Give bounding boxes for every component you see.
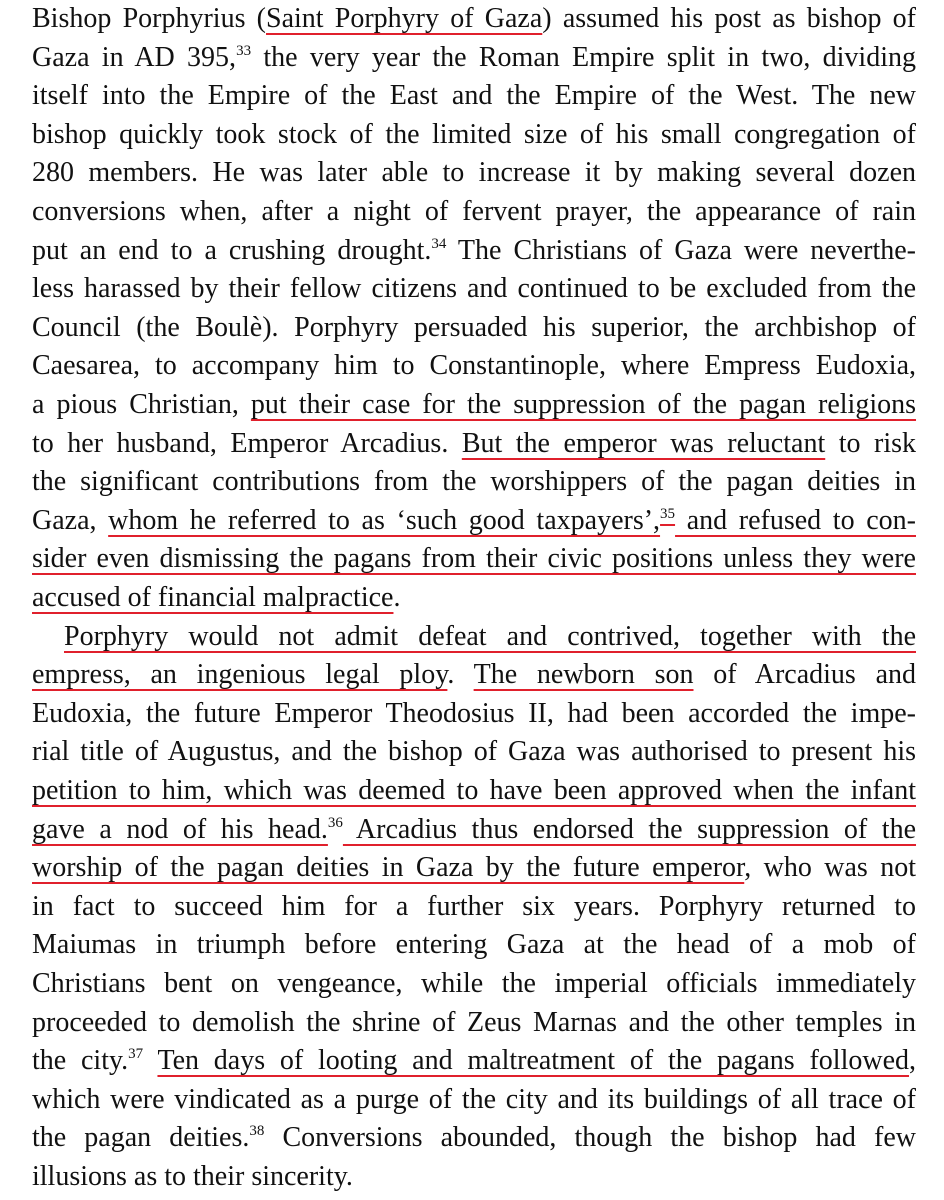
highlighted-text: Saint Porphyry of Gaza <box>266 3 543 34</box>
text-line <box>32 656 916 694</box>
footnote-ref: 35 <box>660 505 676 522</box>
text-line <box>32 232 916 270</box>
highlighted-text: sider even dismissing the pagans from their civic positions unless they were <box>32 543 916 575</box>
text-segment: in fact to succeed him for a further six years. Porphyry returned to <box>32 890 916 922</box>
text-line <box>32 77 916 115</box>
text-line <box>32 540 916 578</box>
text-line <box>64 618 916 656</box>
text-line <box>32 733 916 771</box>
text-line <box>32 1081 916 1119</box>
text-line <box>32 309 916 347</box>
text-line <box>32 1004 916 1042</box>
text-line <box>32 154 916 192</box>
text-segment: Eudoxia, the future Emperor Theodosius II, had been accorded the impe- <box>32 697 916 729</box>
text-line <box>32 193 916 231</box>
text-line <box>32 0 916 38</box>
text-line <box>32 772 916 810</box>
text-segment: Caesarea, to accompany him to Constantinople, where Empress Eudoxia, <box>32 350 916 382</box>
text-segment: 280 members. He was later able to increase it by making several dozen <box>32 157 916 189</box>
footnote-ref: 36 <box>327 814 343 831</box>
highlighted-text: Ten days of looting and maltreatment of the pagans followed <box>157 1045 910 1077</box>
highlighted-text: Arcadius thus endorsed the suppression of the <box>342 813 917 845</box>
text-segment: , <box>909 1045 917 1077</box>
text-line <box>32 270 916 308</box>
text-segment: Gaza, <box>32 504 109 536</box>
text-segment <box>143 1045 157 1076</box>
text-segment: rial title of Augustus, and the bishop of Gaza was authorised to present his <box>32 736 916 768</box>
text-segment: Maiumas in triumph before entering Gaza at the head of a mob of <box>32 929 916 961</box>
highlighted-text: petition to him, which was deemed to have been approved when the infant <box>32 775 916 806</box>
text-line <box>32 116 916 154</box>
text-segment: The Christians of Gaza were neverthe- <box>446 234 916 266</box>
text-segment: the pagan deities. <box>32 1122 250 1154</box>
highlighted-text: empress, an ingenious legal ploy <box>32 659 448 691</box>
text-segment: Council (the Boulè). Porphyry persuaded his superior, the archbishop of <box>32 311 916 343</box>
footnote-ref: 34 <box>431 235 447 252</box>
text-line <box>32 425 916 463</box>
text-segment: , who was not <box>744 852 916 884</box>
text-line <box>32 849 916 887</box>
highlighted-text: worship of the pagan deities in Gaza by the future emperor <box>32 852 745 884</box>
text-line <box>32 39 916 77</box>
highlighted-text: Porphyry would not admit defeat and contrived, together with the <box>64 620 916 652</box>
text-segment: Christians bent on vengeance, while the imperial officials immediately <box>32 968 916 999</box>
text-segment: less harassed by their fellow citizens and continued to be excluded from the <box>32 273 916 305</box>
text-line <box>32 502 916 540</box>
highlighted-text: put their case for the suppression of the pagan religions <box>250 389 917 420</box>
text-segment: itself into the Empire of the East and the Empire of the West. The new <box>32 80 916 112</box>
text-line <box>32 1158 916 1196</box>
highlighted-text: The newborn son <box>473 659 694 691</box>
text-segment: . <box>447 659 474 691</box>
text-segment: Conversions abounded, though the bishop had few <box>264 1122 916 1154</box>
text-segment: illusions as to their sincerity. <box>32 1161 353 1192</box>
text-segment: the very year the Roman Empire split in two, dividing <box>251 41 916 73</box>
text-line <box>32 347 916 385</box>
highlighted-text: accused of financial malpractice <box>32 582 394 613</box>
text-segment: conversions when, after a night of fervent prayer, the appearance of rain <box>32 196 916 227</box>
highlighted-text: and refused to con- <box>675 504 916 536</box>
text-segment: Bishop Porphyrius ( <box>32 3 267 34</box>
footnote-ref: 38 <box>249 1123 265 1140</box>
text-segment: Gaza in AD 395, <box>32 41 237 73</box>
highlighted-text: gave a nod of his head. <box>32 813 328 845</box>
text-line <box>32 463 916 501</box>
footnote-ref: 33 <box>236 42 252 59</box>
text-segment: the significant contributions from the worshippers of the pagan deities in <box>32 466 916 498</box>
text-line <box>32 386 916 424</box>
text-segment: a pious Christian, <box>32 389 251 420</box>
highlighted-text: whom he referred to as ‘such good taxpayers’, <box>108 504 661 536</box>
text-line <box>32 965 916 1003</box>
text-segment: of Arcadius and <box>693 659 916 691</box>
text-line <box>32 926 916 964</box>
text-line <box>32 888 916 926</box>
text-segment: the city. <box>32 1045 129 1077</box>
text-segment: to her husband, Emperor Arcadius. <box>32 427 462 459</box>
text-segment: to risk <box>825 427 916 459</box>
text-segment: put an end to a crushing drought. <box>32 234 432 266</box>
text-segment: proceeded to demolish the shrine of Zeus Marnas and the other temples in <box>32 1006 916 1038</box>
text-line <box>32 695 916 733</box>
text-segment: which were vindicated as a purge of the city and its buildings of all trace of <box>32 1083 916 1115</box>
text-line <box>32 579 916 617</box>
footnote-ref: 37 <box>128 1046 144 1063</box>
text-line <box>32 1042 916 1080</box>
text-line <box>32 811 916 849</box>
text-segment: . <box>393 582 401 613</box>
highlighted-text: But the emperor was reluctant <box>461 427 826 459</box>
text-line <box>32 1119 916 1157</box>
text-segment: bishop quickly took stock of the limited size of his small congregation of <box>32 118 916 150</box>
text-segment: ) assumed his post as bishop of <box>542 3 917 34</box>
